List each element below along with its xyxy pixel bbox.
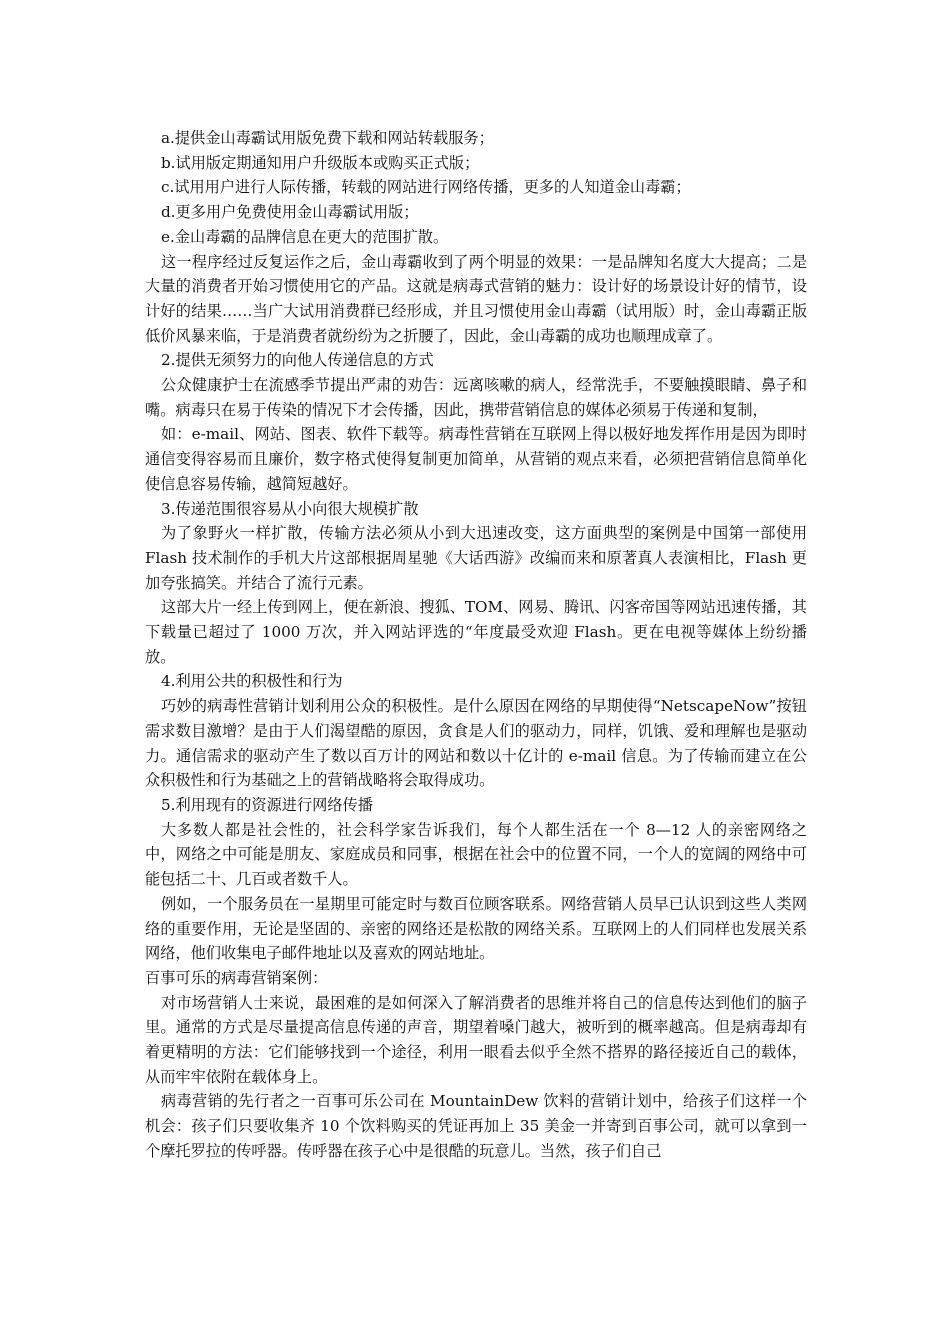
list-item-c: c.试用用户进行人际传播，转载的网站进行网络传播，更多的人知道金山毒霸；: [160, 178, 691, 197]
body-paragraph: 对市场营销人士来说，最困难的是如何深入了解消费者的思维并将自己的信息传达到他们的脑子里。通常的方式是尽量提高信息传递的声音，期望着嗓门越大，被听到的概率越高。但是病毒却有着更精明的方法：它们能够找到一个途径，利用一眼看去似乎全然不搭界的路径接近自己的载体，从而牢牢依附在载体身上。: [145, 993, 807, 1086]
list-item-b: b.试用版定期通知用户升级版本或购买正式版；: [160, 153, 480, 172]
section-heading-4: 4.利用公共的积极性和行为: [160, 672, 343, 691]
document-page: [145, 126, 807, 1164]
section-heading-2: 2.提供无须努力的向他人传递信息的方式: [160, 351, 434, 370]
section-heading-3: 3.传递范围很容易从小向很大规模扩散: [160, 499, 419, 518]
body-paragraph: 如：e-mail、网站、图表、软件下载等。病毒性营销在互联网上得以极好地发挥作用是因为即时通信变得容易而且廉价，数字格式使得复制更加简单，从营销的观点来看，必须把营销信息简单化使信息容易传输，越简短越好。: [145, 425, 807, 493]
body-paragraph: 病毒营销的先行者之一百事可乐公司在 MountainDew 饮料的营销计划中，给孩子们这样一个机会：孩子们只要收集齐 10 个饮料购买的凭证再加上 35 美金一并寄到百事公司，就可以拿到一个摩托罗拉的传呼器。传呼器在孩子心中是很酷的玩意儿。当然，孩子们自己: [145, 1092, 807, 1160]
body-paragraph: 公众健康护士在流感季节提出严肃的劝告：远离咳嗽的病人，经常洗手，不要触摸眼睛、鼻子和嘴。病毒只在易于传染的情况下才会传播，因此，携带营销信息的媒体必须易于传递和复制，: [145, 376, 807, 419]
list-item-a: a.提供金山毒霸试用版免费下载和网站转载服务；: [160, 129, 494, 147]
case-heading: 百事可乐的病毒营销案例：: [145, 968, 328, 987]
section-heading-5: 5.利用现有的资源进行网络传播: [160, 795, 373, 814]
body-paragraph: 这一程序经过反复运作之后，金山毒霸收到了两个明显的效果：一是品牌知名度大大提高；二是大量的消费者开始习惯使用它的产品。这就是病毒式营销的魅力：设计好的场景设计好的情节，设计好的结果……当广大试用消费群已经形成，并且习惯使用金山毒霸（试用版）时，金山毒霸正版低价风暴来临，于是消费者就纷纷为之折腰了，因此，金山毒霸的成功也顺理成章了。: [145, 252, 807, 345]
list-item-e: e.金山毒霸的品牌信息在更大的范围扩散。: [160, 227, 449, 246]
body-paragraph: 大多数人都是社会性的，社会科学家告诉我们，每个人都生活在一个 8—12 人的亲密网络之中，网络之中可能是朋友、家庭成员和同事，根据在社会中的位置不同，一个人的宽阔的网络中可能包括二十、几百或者数千人。: [145, 820, 807, 889]
list-item-d: d.更多用户免费使用金山毒霸试用版；: [160, 203, 419, 222]
body-paragraph: 例如，一个服务员在一星期里可能定时与数百位顾客联系。网络营销人员早已认识到这些人类网络的重要作用，无论是坚固的、亲密的网络还是松散的网络关系。互联网上的人们同样也发展关系网络，他们收集电子邮件地址以及喜欢的网站地址。: [145, 894, 807, 963]
body-paragraph: 为了象野火一样扩散，传输方法必须从小到大迅速改变，这方面典型的案例是中国第一部使用 Flash 技术制作的手机大片这部根据周星驰《大话西游》改编而来和原著真人表演相比，Flash 更加夸张搞笑。并结合了流行元素。: [145, 524, 807, 592]
body-paragraph: 巧妙的病毒性营销计划利用公众的积极性。是什么原因在网络的早期使得“NetscapeNow”按钮需求数目激增？是由于人们渴望酷的原因，贪食是人们的驱动力，同样，饥饿、爱和理解也是驱动力。通信需求的驱动产生了数以百万计的网站和数以十亿计的 e-mail 信息。为了传输而建立在公众积极性和行为基础之上的营销战略将会取得成功。: [145, 697, 807, 790]
body-paragraph: 这部大片一经上传到网上，便在新浪、搜狐、TOM、网易、腾讯、闪客帝国等网站迅速传播，其下载量已超过了 1000 万次，并入网站评选的“年度最受欢迎 Flash。更在电视等媒体上纷纷播放。: [145, 598, 807, 666]
